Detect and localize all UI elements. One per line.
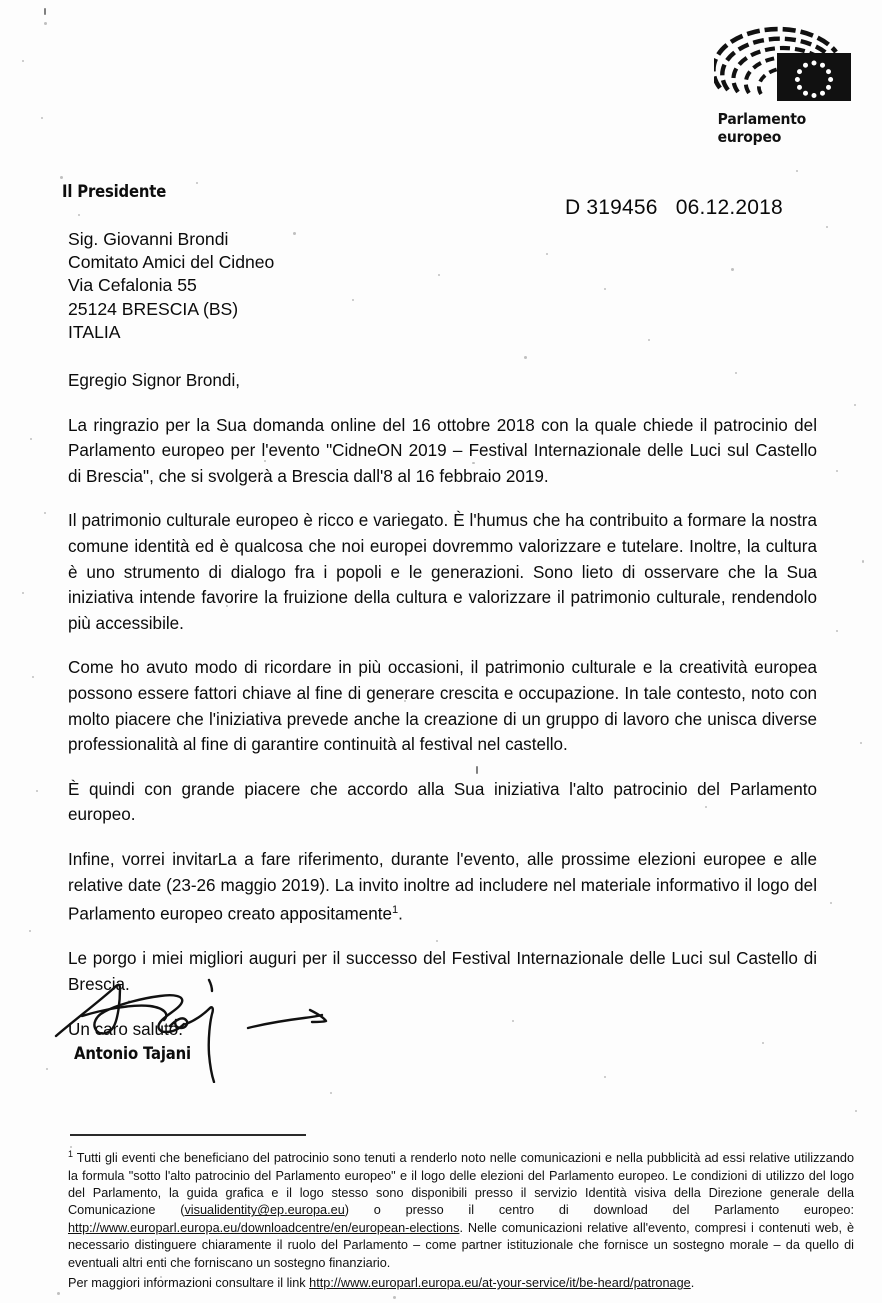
footnote-block [68, 1146, 854, 1292]
paragraph-text-end: . [398, 904, 403, 924]
visual-identity-email-link[interactable]: visualidentity@ep.europa.eu [184, 1203, 345, 1218]
paragraph-text: Infine, vorrei invitarLa a fare riferimento, durante l'evento, alle prossime elezioni europee e alle relative date (23-26 maggio 2019). La invito inoltre ad includere nel materiale informativo il logo del Parlamento europeo creato appositamente [68, 849, 817, 924]
body-paragraph: Le porgo i miei migliori auguri per il successo del Festival Internazionale delle Luci sul Castello di Brescia. [68, 949, 817, 994]
sender-title: Il Presidente [62, 182, 167, 201]
footnote-separator [70, 1134, 306, 1136]
handwritten-signature-icon [52, 958, 382, 1083]
body-paragraph: Come ho avuto modo di ricordare in più occasioni, il patrimonio culturale e la creatività europea possono essere fattori chiave al fine di generare crescita e occupazione. In tale contesto, noto con molto piacere che l'iniziativa prevede anche la creazione di un gruppo di lavoro che unisca diverse professionalità al fine di garantire continuità al festival nel castello. [68, 658, 817, 755]
recipient-address [68, 228, 274, 344]
footnote-part-3: . Nelle comunicazioni relative all'evento, compresi i contenuti web, è necessario distinguere chiaramente il ruolo del Parlamento – come partner istituzionale che fornisce un sostegno morale – da quello di eventuali altri enti che forniscano un sostegno finanziario. [68, 1220, 854, 1270]
signatory-name: Antonio Tajani [74, 1044, 191, 1063]
footnote-marker-ref: 1 [392, 904, 399, 917]
footnote-part-1: Tutti gli eventi che beneficiano del patrocinio sono tenuti a renderlo noto nelle comunicazioni e nella pubblicità ad essi relative utilizzando la formula "sotto l'alto patrocinio del Parlamento europeo" e il logo delle elezioni del Parlamento europeo. Le condizioni di utilizzo del logo del Parlamento, la guida grafica e il logo stesso sono disponibili presso il servizio Identità visiva della Direzione generale della Comunicazione ( [68, 1151, 854, 1218]
signature-block [52, 958, 382, 1083]
patronage-link[interactable]: http://www.europarl.europa.eu/at-your-service/it/be-heard/patronage [309, 1276, 691, 1291]
logo-caption: Parlamento europeo [717, 110, 807, 146]
footnote-text [68, 1146, 854, 1272]
hemicycle-icon [714, 26, 856, 106]
address-line: Comitato Amici del Cidneo [68, 252, 275, 273]
reference-line: D 319456 06.12.2018 [565, 196, 783, 219]
european-parliament-logo [714, 26, 864, 146]
footnote-last-prefix: Per maggiori informazioni consultare il link [68, 1276, 310, 1291]
footnote-last-suffix: . [690, 1276, 695, 1291]
address-line: Sig. Giovanni Brondi [68, 229, 229, 249]
body-paragraph: La ringrazio per la Sua domanda online del 16 ottobre 2018 con la quale chiede il patrocinio del Parlamento europeo per l'evento "CidneON 2019 – Festival Internazionale delle Luci sul Castello di Brescia", che si svolgerà a Brescia dall'8 al 16 febbraio 2019. [68, 415, 817, 486]
address-line: Via Cefalonia 55 [68, 275, 197, 296]
body-paragraph: È quindi con grande piacere che accordo alla Sua iniziativa l'alto patrocinio del Parlamento europeo. [68, 779, 817, 825]
footnote-last-line [68, 1275, 854, 1292]
closing-line: Un caro saluto. [68, 1019, 183, 1039]
body-paragraph-with-footnote [68, 847, 817, 927]
address-line: 25124 BRESCIA (BS) [68, 298, 239, 319]
footnote-part-2: ) o presso il centro di download del Parlamento europeo: [344, 1203, 854, 1218]
footnote-marker: 1 [68, 1149, 74, 1159]
download-centre-link[interactable]: http://www.europarl.europa.eu/downloadcentre/en/european-elections [68, 1220, 460, 1235]
address-line: ITALIA [68, 321, 121, 342]
salutation: Egregio Signor Brondi, [68, 371, 240, 390]
body-paragraph: Il patrimonio culturale europeo è ricco e variegato. È l'humus che ha contribuito a formare la nostra comune identità ed è qualcosa che noi europei dovremmo valorizzare e tutelare. Inoltre, la cultura è uno strumento di dialogo fra i popoli e le generazioni. Sono lieto di osservare che la Sua iniziativa intende favorire la fruizione della cultura e valorizzare il patrimonio culturale, rendendolo più accessibile. [68, 511, 817, 633]
